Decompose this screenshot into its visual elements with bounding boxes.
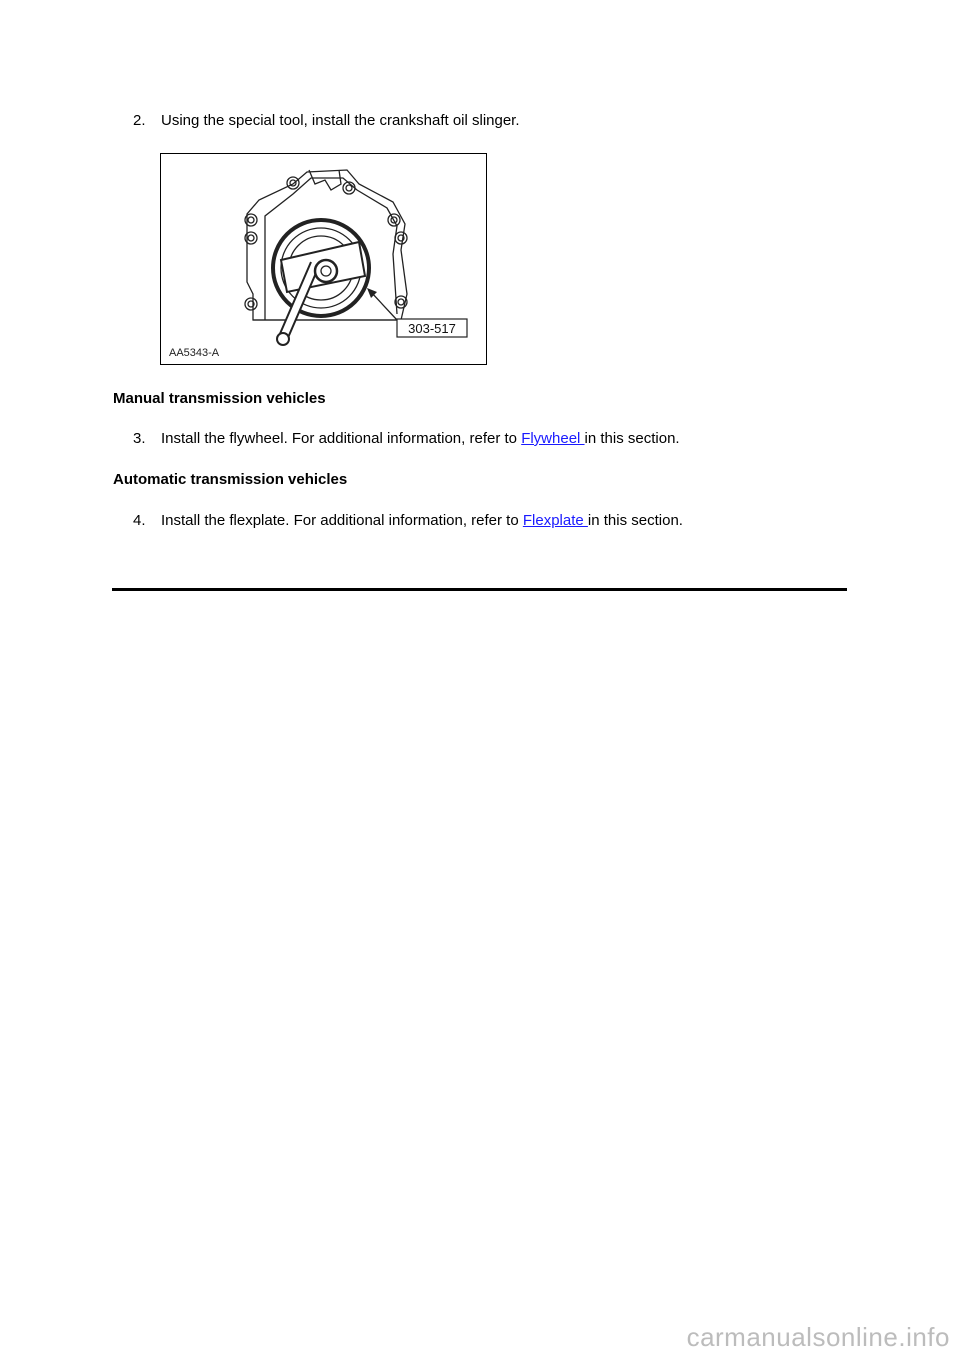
section-divider [112, 588, 847, 591]
step-text: Using the special tool, install the crankshaft oil slinger. [161, 112, 520, 129]
figure-code: AA5343-A [169, 347, 220, 359]
step-number: 2. [133, 112, 146, 129]
step-number: 4. [133, 512, 146, 529]
step-text-after: in this section. [584, 430, 680, 447]
illustration-drawing [161, 154, 486, 364]
step-3 [133, 430, 680, 447]
flexplate-link[interactable]: Flexplate [522, 512, 588, 529]
heading-manual-transmission: Manual transmission vehicles [113, 390, 326, 407]
crankshaft-oil-slinger-illustration [160, 153, 487, 365]
step-4 [133, 512, 683, 529]
tool-number-label: 303-517 [408, 321, 456, 336]
step-number: 3. [133, 430, 146, 447]
watermark: carmanualsonline.info [686, 1322, 950, 1352]
step-2 [133, 112, 520, 129]
step-text-before: Install the flexplate. For additional information, refer to [161, 512, 523, 529]
heading-automatic-transmission: Automatic transmission vehicles [113, 471, 348, 488]
step-text-after: in this section. [587, 512, 683, 529]
flywheel-link[interactable]: Flywheel [521, 430, 585, 447]
step-text-before: Install the flywheel. For additional information, refer to [161, 430, 522, 447]
